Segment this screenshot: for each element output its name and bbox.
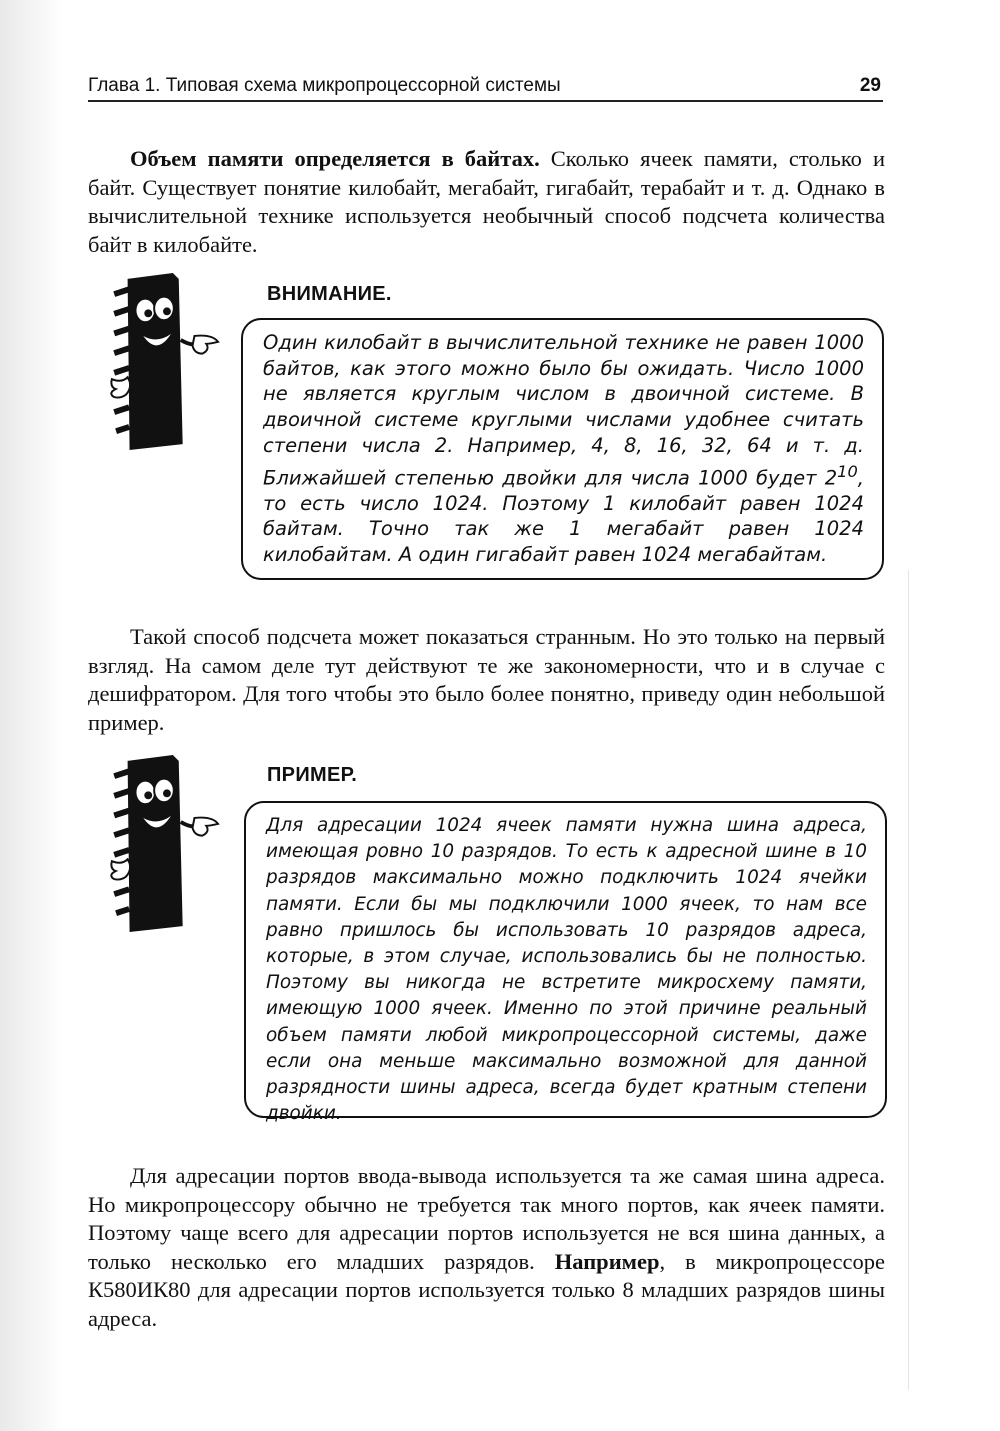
paragraph-text: Для адресации портов ввода-вывода используется та же самая шина адреса. Но микропроцессору обычно не требуется так много портов, как ячеек памяти. Поэтому чаще всего для адресации портов используется не вся шина данных, а только несколько его младших разрядов.: [88, 1163, 885, 1274]
paragraph-counting-method: [88, 623, 885, 737]
paragraph-memory-size: [88, 145, 885, 259]
example-callout-box: [244, 801, 887, 1125]
paragraph-io-ports: [88, 1162, 885, 1333]
paragraph-text: , в микропроцессоре К580ИК80 для адресации портов используется только 8 младших разрядов шины адреса.: [88, 1248, 885, 1331]
chip-mascot-icon: [104, 270, 222, 455]
bold-example-word: Например: [554, 1248, 660, 1274]
paragraph-text: Такой способ подсчета может показаться странным. Но это только на первый взгляд. На самом деле тут действуют те же закономерности, что и в случае с дешифратором. Для того чтобы это было более понятно, приведу один небольшой пример.: [88, 624, 885, 735]
chip-mascot-icon: [104, 752, 222, 937]
page-left-shadow: [0, 0, 62, 1431]
page-number: 29: [859, 75, 881, 96]
page-edge-line: [908, 570, 909, 1390]
callout-text-part: Один килобайт в вычислительной технике не равен 1000 байтов, как этого можно было бы ожидать. Число 1000 не является круглым числом в двоичной системе. В двоичной системе круглыми числами удобнее считать степени числа 2. Например, 4, 8, 16, 32, 64 и т. д. Ближайшей степенью двойки для числа 1000 будет 2: [263, 331, 864, 490]
callout-heading-example: ПРИМЕР.: [267, 764, 358, 786]
bold-lead: Объем памяти определяется в байтах.: [130, 146, 540, 171]
paragraph-text: Сколько ячеек памяти, столько и байт. Существует понятие килобайт, мегабайт, гигабайт, терабайт и т. д. Однако в вычислительной технике используется необычный способ подсчета количества байт в килобайте.: [88, 146, 885, 257]
example-callout-text: Для адресации 1024 ячеек памяти нужна шина адреса, имеющая ровно 10 разрядов. То есть к адресной шине в 10 разрядов максимально можно подключить 1024 ячейки памяти. Если бы мы подключили 1000 ячеек, то нам все равно пришлось бы использовать 10 разрядов адреса, которые, в этом случае, использовались бы не полностью. Поэтому вы никогда не встретите микросхему памяти, имеющую 1000 ячеек. Именно по этой причине реальный объем памяти любой микропроцессорной системы, даже если она меньше максимально возможной для данной разрядности шины адреса, всегда будет кратным степени двойки.: [266, 815, 867, 1125]
attention-callout-text: [263, 330, 864, 568]
chapter-title: Глава 1. Типовая схема микропроцессорной системы: [88, 75, 561, 96]
running-header: [88, 74, 883, 102]
attention-callout-box: [241, 318, 884, 580]
power-exponent: 10: [837, 461, 858, 481]
callout-heading-attention: ВНИМАНИЕ.: [267, 283, 392, 305]
callout-text-part: , то есть число 1024. Поэтому 1 килобайт равен 1024 байтам. Точно так же 1 мегабайт равен 1024 килобайтам. А один гигабайт равен 1024 мегабайтам.: [263, 466, 864, 567]
